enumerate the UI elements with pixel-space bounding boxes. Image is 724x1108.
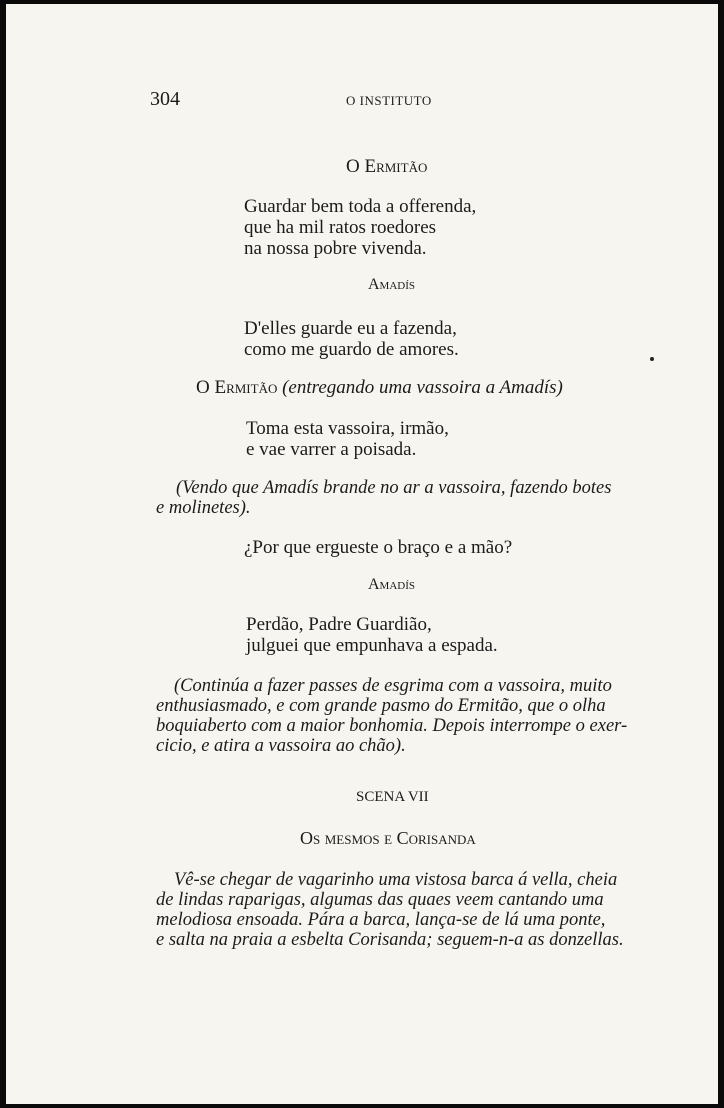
stage-direction: (Continúa a fazer passes de esgrima com a vassoira, muito — [174, 676, 612, 696]
stage-direction: cicio, e atira a vassoira ao chão). — [156, 736, 406, 756]
verse-line: ¿Por que ergueste o braço e a mão? — [244, 537, 513, 558]
verse-line: como me guardo de amores. — [244, 339, 459, 360]
speaker-with-direction — [196, 377, 563, 399]
verse-line: Guardar bem toda a offerenda, — [244, 196, 477, 217]
stage-direction-inline: (entregando uma vassoira a Amadís) — [282, 377, 563, 398]
stage-direction: e molinetes). — [156, 498, 251, 518]
running-head: O INSTITUTO — [346, 93, 432, 108]
stage-direction: de lindas raparigas, algumas das quaes veem cantando uma — [156, 890, 604, 910]
scene-characters: Os mesmos e Corisanda — [300, 828, 476, 848]
verse-line: D'elles guarde eu a fazenda, — [244, 318, 457, 339]
stage-direction: enthusiasmado, e com grande pasmo do Ermitão, que o olha — [156, 696, 606, 716]
ink-speck — [650, 357, 654, 361]
stage-direction: melodiosa ensoada. Pára a barca, lança-se de lá uma ponte, — [156, 910, 606, 930]
verse-line: que ha mil ratos roedores — [244, 217, 437, 238]
stage-direction: Vê-se chegar de vagarinho uma vistosa barca á vella, cheia — [174, 870, 618, 890]
stage-direction: e salta na praia a esbelta Corisanda; seguem-n-a as donzellas. — [156, 930, 624, 950]
speaker-ermitao: O Ermitão — [346, 156, 428, 177]
verse-line: e vae varrer a poisada. — [246, 439, 417, 460]
verse-line: na nossa pobre vivenda. — [244, 238, 427, 259]
stage-direction: boquiaberto com a maior bonhomia. Depois interrompe o exer- — [156, 716, 628, 736]
verse-line: Perdão, Padre Guardião, — [246, 614, 432, 635]
page-number: 304 — [150, 88, 180, 110]
stage-direction: (Vendo que Amadís brande no ar a vassoira, fazendo botes — [176, 478, 612, 498]
speaker-amadis: Amadís — [368, 576, 416, 593]
book-page — [6, 4, 718, 1104]
speaker-amadis: Amadís — [368, 276, 416, 293]
verse-line: julguei que empunhava a espada. — [246, 635, 498, 656]
speaker-ermitao: O Ermitão — [196, 377, 278, 398]
verse-line: Toma esta vassoira, irmão, — [246, 418, 449, 439]
scene-title: SCENA VII — [356, 789, 429, 805]
